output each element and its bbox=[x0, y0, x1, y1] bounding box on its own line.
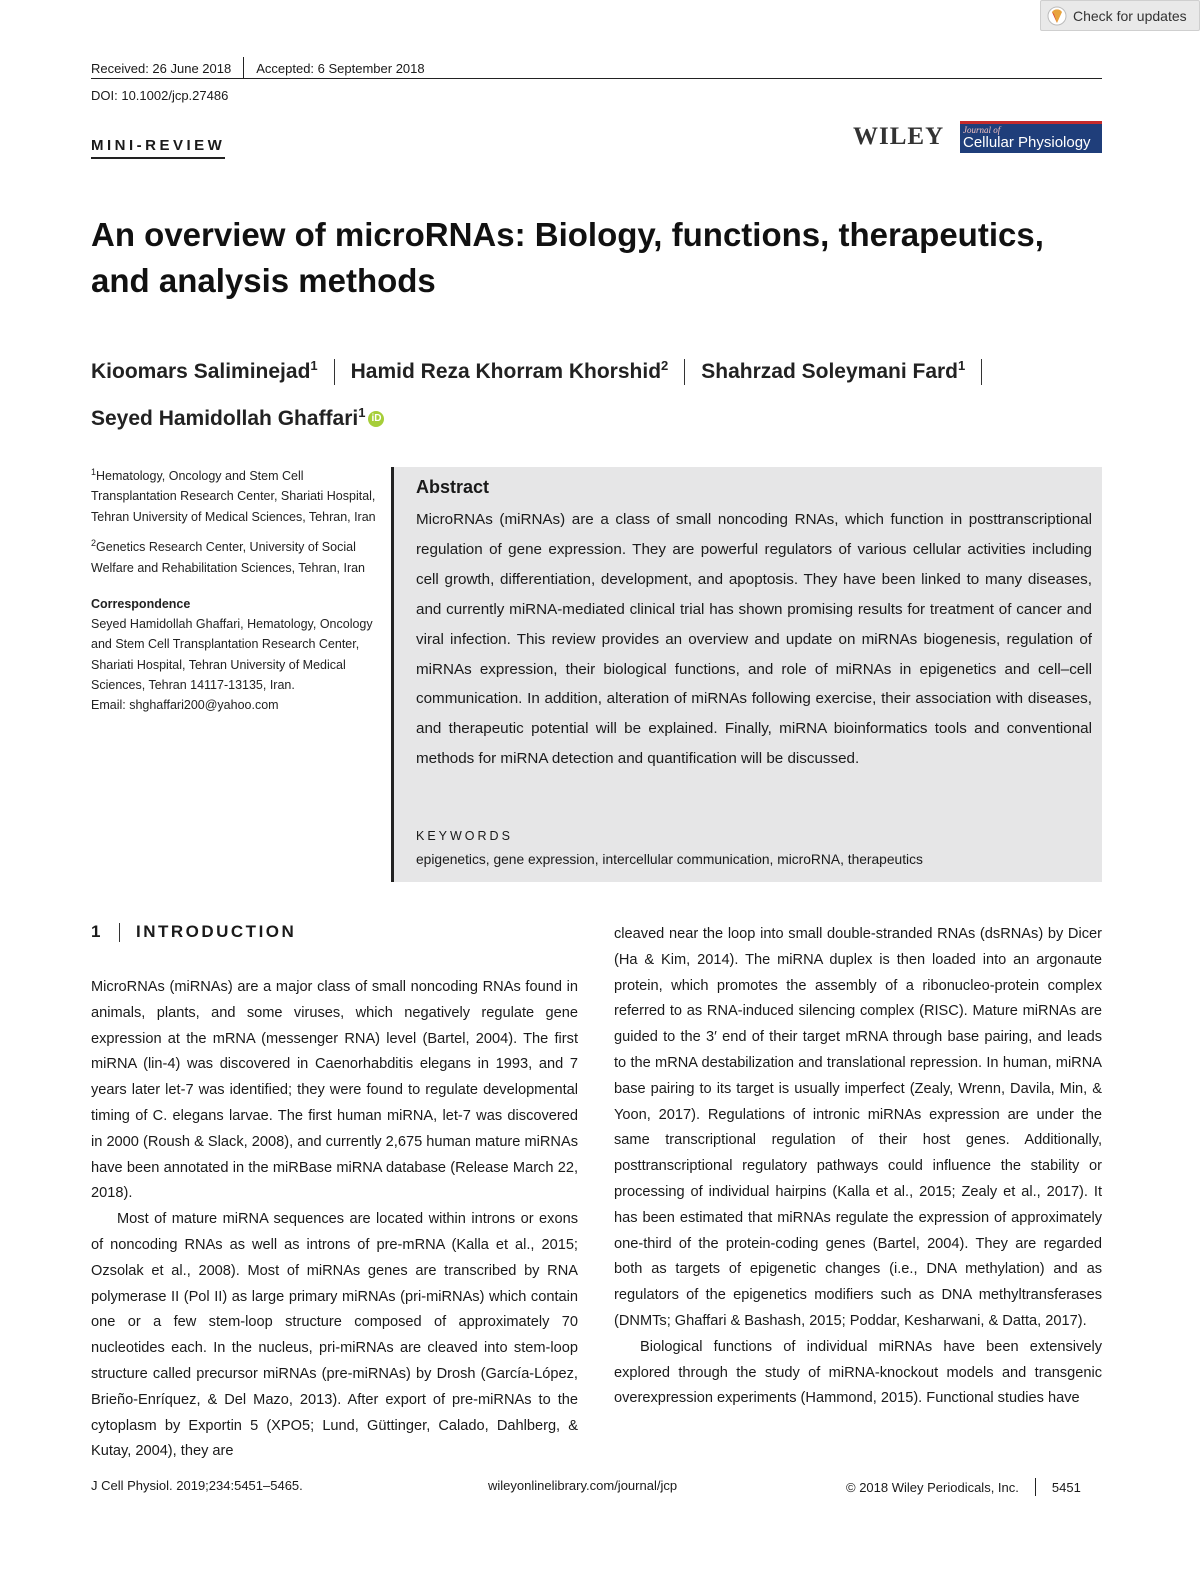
page-number: 5451 bbox=[1051, 1479, 1081, 1495]
author-name[interactable]: Shahrzad Soleymani Fard bbox=[701, 360, 959, 383]
abstract-text: MicroRNAs (miRNAs) are a class of small noncoding RNAs, which function in posttranscriptional regulation of gene expression. They are powerful regulators of various cellular activities including cell growth, differentiation, development, and apoptosis. They have been linked to many diseases, and currently miRNA-mediated clinical trial has shown promising results for treatment of cancer and viral infection. This review provides an overview and update on miRNAs biogenesis, regulation of miRNAs expression, their biological functions, and role of miRNAs in epigenetics and cell–cell communication. In addition, alteration of miRNAs following exercise, their association with diseases, and therapeutic potential will be explained. Finally, miRNA bioinformatics tools and conventional methods for miRNA detection and quantification will be discussed. bbox=[416, 511, 1092, 768]
affiliation-1: $^1$Hematology, Oncology and Stem Cell Transplantation Research Center, Shariati Hospital, Tehran University of Medical Sciences, Tehran, Iran bbox=[91, 467, 376, 524]
affiliation-2: $^2$Genetics Research Center, University of Social Welfare and Rehabilitation Sciences, Tehran, Iran bbox=[91, 538, 366, 575]
accepted-date: Accepted: 6 September 2018 bbox=[256, 60, 425, 76]
author-divider bbox=[684, 359, 685, 385]
body-column-right bbox=[614, 922, 1102, 1412]
date-divider bbox=[243, 57, 244, 79]
publisher-logo: WILEY bbox=[853, 123, 945, 150]
author-affiliation-mark: 2 bbox=[661, 358, 669, 373]
author-affiliation-mark: 1 bbox=[358, 405, 366, 420]
check-for-updates-icon bbox=[1047, 6, 1067, 26]
section-divider bbox=[119, 923, 120, 942]
footer-citation: J Cell Physiol. 2019;234:5451–5465. bbox=[91, 1478, 303, 1493]
title-line-2: and analysis methods bbox=[91, 262, 436, 299]
article-title bbox=[91, 212, 1101, 304]
keywords-heading: KEYWORDS bbox=[416, 829, 513, 843]
author-affiliation-mark: 1 bbox=[958, 358, 966, 373]
correspondence-email[interactable]: Email: shghaffari200@yahoo.com bbox=[91, 698, 279, 713]
author-affiliation-mark: 1 bbox=[310, 358, 318, 373]
footer-divider bbox=[1035, 1478, 1036, 1496]
received-date: Received: 26 June 2018 bbox=[91, 60, 232, 76]
correspondence-text: Seyed Hamidollah Ghaffari, Hematology, Oncology and Stem Cell Transplantation Research Center, Shariati Hospital, Tehran University of Medical Sciences, Tehran 14117-13135, Iran. bbox=[91, 617, 373, 692]
section-number: 1 bbox=[91, 922, 103, 941]
doi[interactable]: DOI: 10.1002/jcp.27486 bbox=[91, 88, 229, 103]
header-rule bbox=[91, 78, 1102, 79]
abstract-heading: Abstract bbox=[416, 477, 490, 497]
author-divider bbox=[981, 359, 982, 385]
check-for-updates-label: Check for updates bbox=[1073, 7, 1187, 24]
footer-url[interactable]: wileyonlinelibrary.com/journal/jcp bbox=[488, 1478, 678, 1493]
orcid-icon[interactable]: iD bbox=[368, 411, 384, 427]
author-name[interactable]: Seyed Hamidollah Ghaffari bbox=[91, 407, 359, 430]
author-name[interactable]: Kioomars Saliminejad bbox=[91, 360, 311, 383]
title-line-1: An overview of microRNAs: Biology, functions, therapeutics, bbox=[91, 216, 1044, 253]
journal-logo bbox=[960, 121, 1102, 153]
body-paragraph: MicroRNAs (miRNAs) are a major class of small noncoding RNAs found in animals, plants, and some viruses, which negatively regulate gene expression at the mRNA (messenger RNA) level (Bartel, 2004). The first miRNA (lin-4) was discovered in Caenorhabditis elegans in 1993, and 7 years later let-7 was identified; they were found to regulate developmental timing of C. elegans larvae. The first human miRNA, let-7 was discovered in 2000 (Roush & Slack, 2008), and currently 2,675 human mature miRNAs have been annotated in the miRBase miRNA database (Release March 22, 2018). bbox=[91, 979, 578, 1202]
footer-copyright: © 2018 Wiley Periodicals, Inc. bbox=[846, 1479, 1019, 1495]
body-paragraph: Biological functions of individual miRNAs have been extensively explored through the study of miRNA-knockout models and transgenic overexpression experiments (Hammond, 2015). Functional studies have bbox=[614, 1338, 1102, 1407]
author-divider bbox=[334, 359, 335, 385]
check-for-updates-badge[interactable] bbox=[1040, 0, 1200, 31]
correspondence-heading: Correspondence bbox=[91, 596, 191, 611]
author-name[interactable]: Hamid Reza Khorram Khorshid bbox=[350, 360, 662, 383]
affiliations bbox=[91, 462, 376, 716]
journal-name: Cellular Physiology bbox=[963, 134, 1091, 151]
body-paragraph: Most of mature miRNA sequences are located within introns or exons of noncoding RNAs as well as introns of pre-mRNA (Kalla et al., 2015; Ozsolak et al., 2008). Most of miRNAs genes are transcribed by RNA polymerase II (Pol II) as large primary miRNAs (pri-miRNAs) which contain one or a few stem-loop structure composed of approximately 70 nucleotides each. In the nucleus, pri-miRNAs are cleaved into stem-loop structure called precursor miRNAs (pre-miRNAs) by Drosh (García-López, Brieño-Enríquez, & Del Mazo, 2013). After export of pre-miRNAs to the cytoplasm by Exportin 5 (XPO5; Lund, Güttinger, Calado, Dahlberg, & Kutay, 2004), they are bbox=[91, 1211, 578, 1460]
body-column-left bbox=[91, 975, 578, 1465]
journal-prefix: Journal of bbox=[963, 125, 1001, 135]
article-dates bbox=[91, 57, 425, 79]
body-paragraph: cleaved near the loop into small double-stranded RNAs (dsRNAs) by Dicer (Ha & Kim, 2014). The miRNA duplex is then loaded into an argonaute protein, which promotes the assembly of a ribonucleo-protein complex referred to as RNA-induced silencing complex (RISC). Mature miRNAs are guided to the 3′ end of their target mRNA through base pairing, and leads to the mRNA destabilization and translational repression. In human, miRNA base pairing to its target is usually imperfect (Zealy, Wrenn, Davila, Min, & Yoon, 2017). Regulations of intronic miRNAs expression are under the same transcriptional regulation of their host genes. Additionally, posttranscriptional regulatory pathways could influence the stability or processing of individual hairpins (Kalla et al., 2015; Zealy et al., 2017). It has been estimated that miRNAs regulate the expression of approximately one-third of the protein-coding genes (Bartel, 2004). They are regarded both as targets of epigenetic changes (i.e., DNA methylation) and as regulators of the epigenetics modifiers such as DNA methyltransferases (DNMTs; Ghaffari & Bashash, 2015; Poddar, Kesharwani, & Datta, 2017). bbox=[614, 926, 1102, 1329]
footer-right bbox=[846, 1478, 1081, 1496]
keywords-list: epigenetics, gene expression, intercellular communication, microRNA, therapeutics bbox=[416, 852, 923, 867]
article-type: MINI-REVIEW bbox=[91, 137, 225, 159]
author-list bbox=[91, 345, 1106, 439]
section-heading bbox=[91, 922, 296, 942]
section-title: INTRODUCTION bbox=[135, 922, 297, 941]
